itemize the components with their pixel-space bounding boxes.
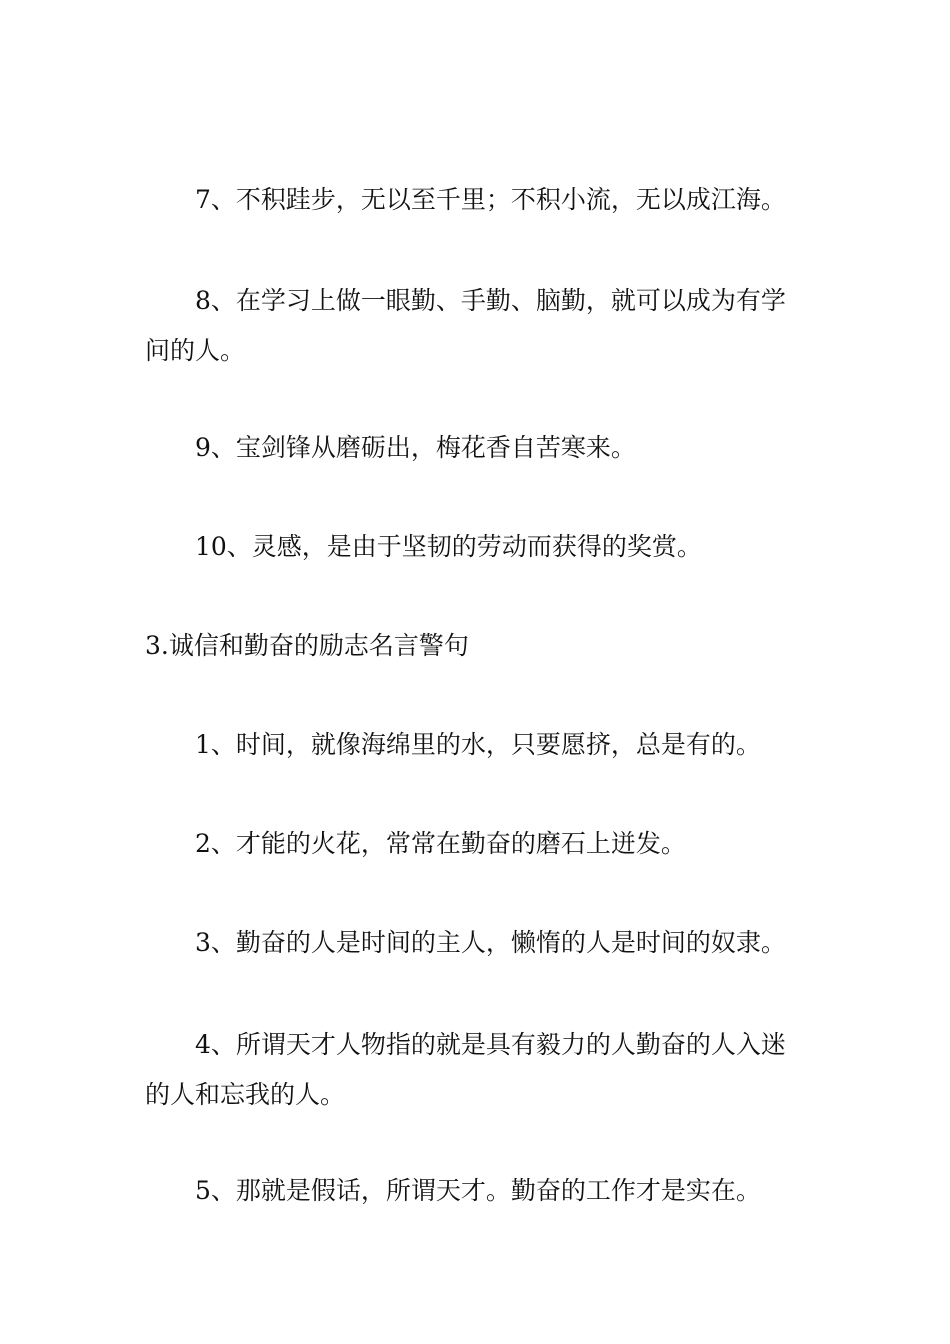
quote-item-2: 2、才能的火花，常常在勤奋的磨石上迸发。 (195, 829, 686, 858)
section-heading: 3.诚信和勤奋的励志名言警句 (145, 631, 469, 660)
quote-item-10: 10、灵感，是由于坚韧的劳动而获得的奖赏。 (195, 532, 702, 561)
quote-item-8: 8、在学习上做一眼勤、手勤、脑勤，就可以成为有学问的人。 (145, 286, 786, 365)
quote-item-7: 7、不积跬步，无以至千里；不积小流，无以成江海。 (195, 185, 786, 214)
quote-item-4: 4、所谓天才人物指的就是具有毅力的人勤奋的人入迷的人和忘我的人。 (145, 1030, 786, 1109)
quote-item-1: 1、时间，就像海绵里的水，只要愿挤，总是有的。 (195, 730, 761, 759)
quote-item-5: 5、那就是假话，所谓天才。勤奋的工作才是实在。 (195, 1176, 761, 1205)
quote-item-9: 9、宝剑锋从磨砺出，梅花香自苦寒来。 (195, 433, 636, 462)
quote-item-3: 3、勤奋的人是时间的主人，懒惰的人是时间的奴隶。 (195, 928, 786, 957)
